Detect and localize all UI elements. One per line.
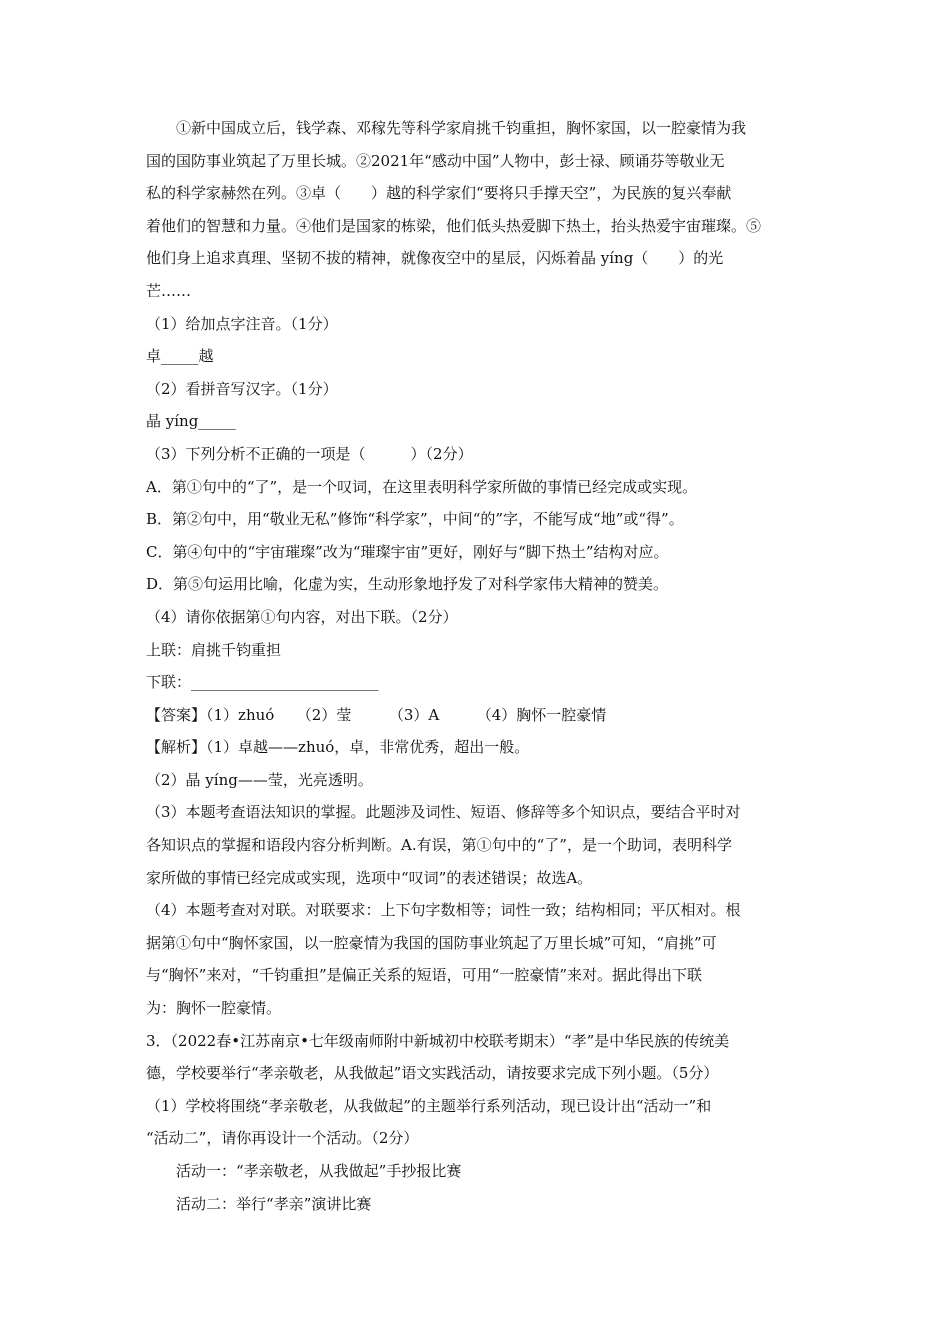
option-c: C．第④句中的“宇宙璀璨”改为“璀璨宇宙”更好，刚好与“脚下热土”结构对应。 [146,542,669,561]
text-line: ①新中国成立后，钱学森、邓稼先等科学家肩挑千钧重担，胸怀家国，以一腔豪情为我 [176,119,747,137]
analysis-line: 为：胸怀一腔豪情。 [146,999,282,1018]
option-d: D．第⑤句运用比喻，化虚为实，生动形象地抒发了对科学家伟大精神的赞美。 [146,575,669,594]
text-line: 私的科学家赫然在列。③卓（ ）越的科学家们“要将只手撑天空”，为民族的复兴奉献 [146,184,732,203]
activity-one: 活动一：“孝亲敬老，从我做起”手抄报比赛 [176,1162,462,1180]
question-2-blank: 晶 yíng_____ [146,412,236,431]
activity-two: 活动二：举行“孝亲”演讲比赛 [176,1194,372,1213]
analysis-line: 与“胸怀”来对，“千钧重担”是偏正关系的短语，可用“一腔豪情”来对。据此得出下联 [146,966,703,985]
analysis-line: （4）本题考查对对联。对联要求：上下句字数相等；词性一致；结构相同；平仄相对。根 [146,901,741,920]
text-line: 他们身上追求真理、坚韧不拔的精神，就像夜空中的星辰，闪烁着晶 yíng（ ）的光 [146,249,724,268]
subquestion-prompt: （1）学校将围绕“孝亲敬老，从我做起”的主题举行系列活动，现已设计出“活动一”和 [146,1096,712,1115]
text-line: 国的国防事业筑起了万里长城。②2021年“感动中国”人物中，彭士禄、顾诵芬等敬业无 [146,151,725,170]
option-a: A．第①句中的“了”，是一个叹词，在这里表明科学家所做的事情已经完成或实现。 [146,477,698,496]
couplet-first-line: 上联：肩挑千钧重担 [146,640,282,659]
question-1-prompt: （1）给加点字注音。（1分） [146,314,338,333]
analysis-line: （2）晶 yíng——莹，光亮透明。 [146,770,373,789]
text-line: 芒…… [146,281,192,300]
analysis-line: （3）本题考查语法知识的掌握。此题涉及词性、短语、修辞等多个知识点，要结合平时对 [146,803,741,822]
option-b: B．第②句中，用“敬业无私”修饰“科学家”，中间“的”字，不能写成“地”或“得”。 [146,510,684,529]
question-3-prompt: （3）下列分析不正确的一项是（ ）（2分） [146,444,473,463]
analysis-line: 家所做的事情已经完成或实现，选项中“叹词”的表述错误；故选A。 [146,868,593,887]
answer-line: 【答案】（1）zhuó （2）莹 （3）A （4）胸怀一腔豪情 [146,705,607,724]
analysis-line: 各知识点的掌握和语段内容分析判断。A.有误，第①句中的“了”，是一个助词，表明科学 [146,836,732,855]
question-3-heading: 3．（2022春•江苏南京•七年级南师附中新城初中校联考期末）“孝”是中华民族的传统美 [146,1031,730,1050]
question-2-prompt: （2）看拼音写汉字。（1分） [146,379,338,398]
analysis-line: 【解析】（1）卓越——zhuó，卓，非常优秀，超出一般。 [146,738,530,757]
couplet-second-line-blank: 下联：_________________________ [146,673,379,692]
question-1-blank: 卓_____越 [146,347,214,366]
subquestion-prompt: “活动二”，请你再设计一个活动。（2分） [146,1129,419,1148]
analysis-line: 据第①句中“胸怀家国，以一腔豪情为我国的国防事业筑起了万里长城”可知，“肩挑”可 [146,933,717,952]
document-page [146,112,812,1220]
question-4-prompt: （4）请你依据第①句内容，对出下联。（2分） [146,607,458,626]
text-line: 着他们的智慧和力量。④他们是国家的栋梁，他们低头热爱脚下热土，抬头热爱宇宙璀璨。⑤ [146,216,762,235]
question-3-heading: 德，学校要举行“孝亲敬老，从我做起”语文实践活动，请按要求完成下列小题。（5分） [146,1064,719,1083]
